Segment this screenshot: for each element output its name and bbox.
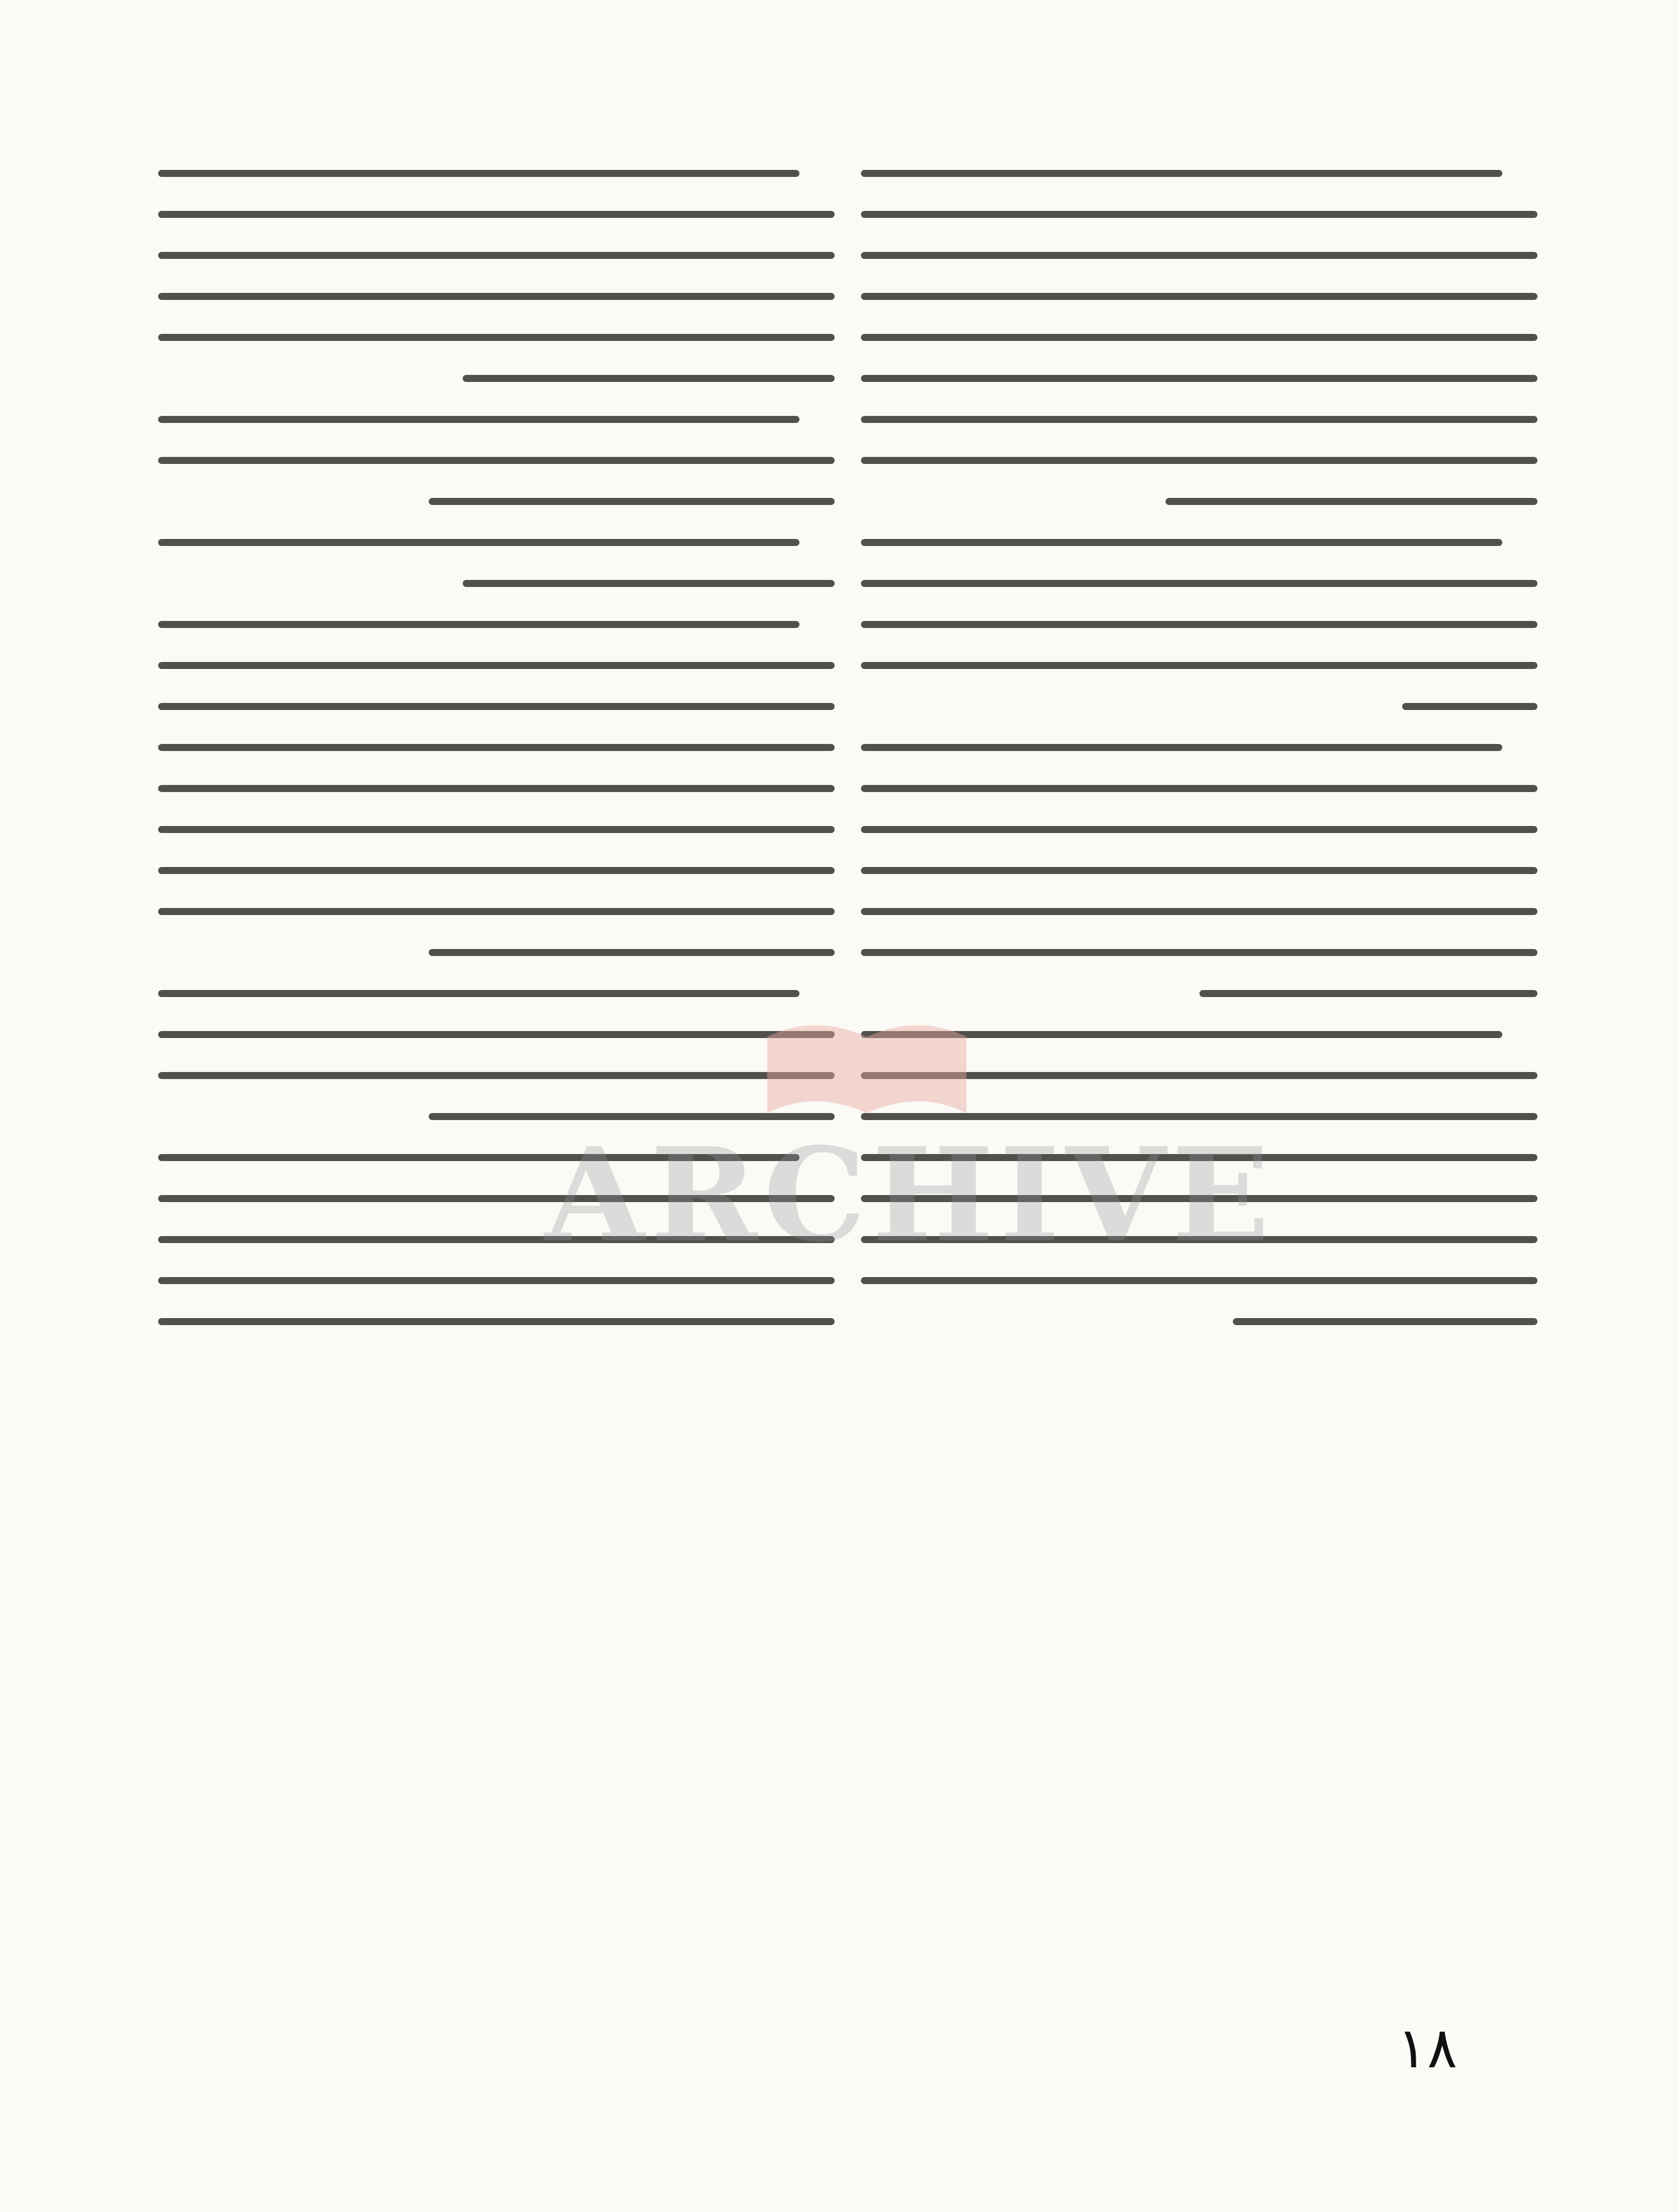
- text-line: [861, 867, 1537, 874]
- text-line: [429, 1113, 835, 1120]
- text-line: [158, 826, 835, 833]
- text-line: [861, 1113, 1537, 1120]
- text-line: [861, 621, 1537, 628]
- text-line: [861, 580, 1537, 587]
- text-line: [158, 293, 835, 300]
- text-line: [861, 1195, 1537, 1202]
- text-line: [861, 908, 1537, 915]
- paragraph: [158, 621, 835, 956]
- text-line: [158, 170, 799, 177]
- text-line: [158, 867, 835, 874]
- text-line: [861, 949, 1537, 956]
- text-line: [861, 1154, 1537, 1161]
- text-line: [463, 375, 835, 382]
- text-line: [158, 416, 799, 423]
- paragraph: [861, 539, 1537, 710]
- watermark-text: ARCHIVE: [545, 1119, 1276, 1271]
- paragraph: [861, 1031, 1537, 1325]
- text-line: [1402, 703, 1537, 710]
- text-line: [158, 703, 835, 710]
- text-line: [861, 457, 1537, 464]
- text-line: [861, 375, 1537, 382]
- paragraph: [861, 170, 1537, 505]
- text-line: [861, 744, 1502, 751]
- paragraph: [158, 990, 835, 1120]
- text-line: [861, 539, 1502, 546]
- text-line: [158, 334, 835, 341]
- paragraph: [158, 416, 835, 505]
- text-line: [861, 1031, 1502, 1038]
- text-line: [861, 170, 1502, 177]
- text-line: [158, 1236, 835, 1243]
- text-line: [158, 1154, 799, 1161]
- text-line: [861, 1236, 1537, 1243]
- text-line: [158, 1195, 835, 1202]
- text-line: [861, 1277, 1537, 1284]
- text-line: [861, 293, 1537, 300]
- text-line: [1199, 990, 1538, 997]
- paragraph: [158, 539, 835, 587]
- text-line: [158, 990, 799, 997]
- paragraph: [861, 744, 1537, 997]
- text-line: [429, 949, 835, 956]
- paragraph: [158, 170, 835, 382]
- text-line: [158, 908, 835, 915]
- text-line: [158, 621, 799, 628]
- text-line: [158, 1277, 835, 1284]
- text-line: [158, 662, 835, 669]
- text-line: [861, 211, 1537, 218]
- text-line: [861, 334, 1537, 341]
- text-line: [861, 826, 1537, 833]
- text-line: [158, 211, 835, 218]
- text-line: [1166, 498, 1537, 505]
- text-line: [158, 457, 835, 464]
- text-line: [861, 416, 1537, 423]
- text-line: [861, 252, 1537, 259]
- text-line: [158, 744, 835, 751]
- text-line: [158, 1072, 835, 1079]
- text-line: [1233, 1318, 1537, 1325]
- text-line: [158, 1031, 835, 1038]
- text-line: [463, 580, 835, 587]
- text-line: [158, 785, 835, 792]
- left-column: [158, 170, 835, 1359]
- text-line: [158, 252, 835, 259]
- text-line: [429, 498, 835, 505]
- paragraph: [158, 1154, 835, 1325]
- text-line: [861, 662, 1537, 669]
- text-line: [158, 539, 799, 546]
- text-line: [861, 785, 1537, 792]
- text-line: [158, 1318, 835, 1325]
- right-column: [861, 170, 1537, 1359]
- page-number: ١٨: [1397, 2015, 1458, 2081]
- text-line: [861, 1072, 1537, 1079]
